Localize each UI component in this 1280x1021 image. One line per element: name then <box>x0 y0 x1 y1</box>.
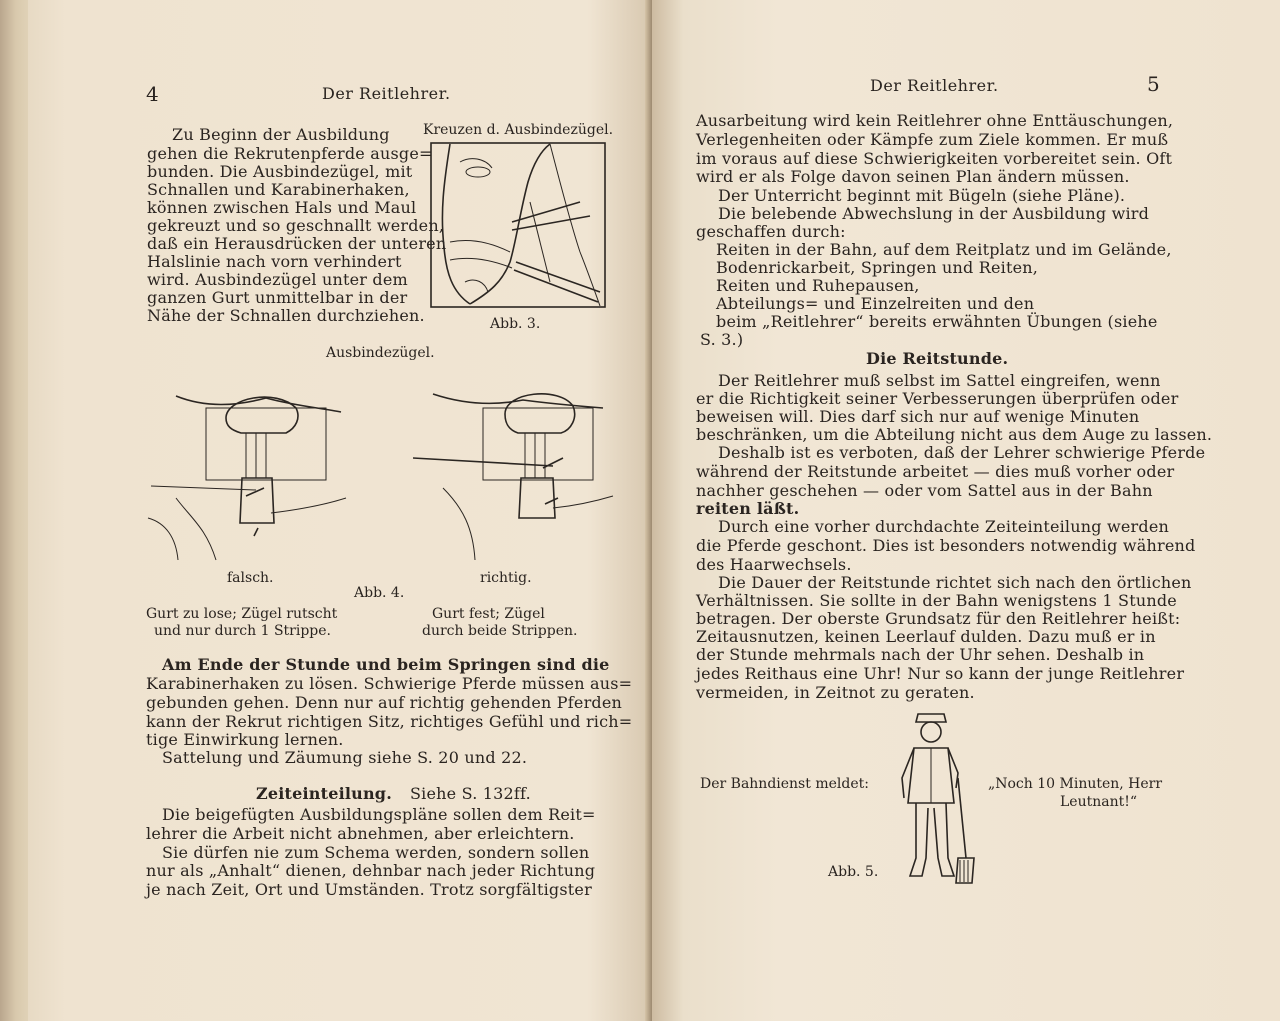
section-heading: Zeiteinteilung. <box>256 784 392 803</box>
text-line: können zwischen Hals und Maul <box>147 198 417 217</box>
text-line: Karabinerhaken zu lösen. Schwierige Pferde müssen aus= <box>146 674 633 693</box>
text-line: Der Reitlehrer muß selbst im Sattel eingreifen, wenn <box>718 371 1161 390</box>
fig4-caption-left-line: und nur durch 1 Strippe. <box>154 623 332 639</box>
text-line: gebunden gehen. Denn nur auf richtig gehenden Pferden <box>146 693 623 712</box>
text-line: Ausarbeitung wird kein Reitlehrer ohne Enttäuschungen, <box>696 111 1174 130</box>
running-head: Der Reitlehrer. <box>870 76 999 95</box>
text-line: Verhältnissen. Sie sollte in der Bahn wenigstens 1 Stunde <box>696 591 1177 610</box>
fig5-left-text: Der Bahndienst meldet: <box>700 776 869 792</box>
fig5-right-text-line: Leutnant!“ <box>1060 794 1138 810</box>
text-line: im voraus auf diese Schwierigkeiten vorbereitet sein. Oft <box>696 149 1173 168</box>
text-line: Sie dürfen nie zum Schema werden, sondern sollen <box>162 843 590 862</box>
text-line: Die beigefügten Ausbildungspläne sollen dem Reit= <box>162 805 596 824</box>
text-line: beschränken, um die Abteilung nicht aus dem Auge zu lassen. <box>696 425 1213 444</box>
text-line: beim „Reitlehrer“ bereits erwähnten Übungen (siehe <box>716 312 1158 331</box>
text-line: Reiten und Ruhepausen, <box>716 276 920 295</box>
running-head: Der Reitlehrer. <box>322 84 451 103</box>
section-heading: Die Reitstunde. <box>866 349 1009 368</box>
text-line: S. 3.) <box>700 330 744 349</box>
text-line: Abteilungs= und Einzelreiten und den <box>716 294 1035 313</box>
text-line: beweisen will. Dies darf sich nur auf wenige Minuten <box>696 407 1140 426</box>
text-line: der Stunde mehrmals nach der Uhr sehen. Deshalb in <box>696 645 1145 664</box>
text-line: Am Ende der Stunde und beim Springen sind die <box>162 655 610 674</box>
fig5-servant-illustration <box>886 708 976 886</box>
text-line: je nach Zeit, Ort und Umständen. Trotz sorgfältigster <box>146 880 592 899</box>
fig3-label: Abb. 3. <box>490 316 541 332</box>
text-line: die Pferde geschont. Dies ist besonders notwendig während <box>696 536 1196 555</box>
text-line: nachher geschehen — oder vom Sattel aus in der Bahn <box>696 481 1153 500</box>
fig4-title: Ausbindezügel. <box>326 345 435 361</box>
text-line: Zeitausnutzen, keinen Leerlauf dulden. Dazu muß er in <box>696 627 1156 646</box>
section-heading-ref: Siehe S. 132ff. <box>410 784 531 803</box>
fig4-label: Abb. 4. <box>354 585 405 601</box>
text-line: Deshalb ist es verboten, daß der Lehrer schwierige Pferde <box>718 443 1206 462</box>
text-line: daß ein Herausdrücken der unteren <box>147 234 447 253</box>
text-line: des Haarwechsels. <box>696 555 852 574</box>
text-line: reiten läßt. <box>696 499 800 518</box>
text-line: Durch eine vorher durchdachte Zeiteinteilung werden <box>718 517 1170 536</box>
text-line: gehen die Rekrutenpferde ausge= <box>147 144 433 163</box>
left-page <box>28 0 650 1021</box>
text-line: vermeiden, in Zeitnot zu geraten. <box>696 683 975 702</box>
fig4-right-illustration <box>413 378 623 563</box>
fig4-caption-right-line: durch beide Strippen. <box>422 623 578 639</box>
text-line: Die belebende Abwechslung in der Ausbildung wird <box>718 204 1150 223</box>
text-line: kann der Rekrut richtigen Sitz, richtiges Gefühl und rich= <box>146 712 633 731</box>
text-line: gekreuzt und so geschnallt werden, <box>147 216 445 235</box>
text-line: Der Unterricht beginnt mit Bügeln (siehe Pläne). <box>718 186 1126 205</box>
fig4-caption-left-line: Gurt zu lose; Zügel rutscht <box>146 606 338 622</box>
fig4-wrong-illustration <box>146 378 356 563</box>
fig5-right-text-line: „Noch 10 Minuten, Herr <box>988 776 1163 792</box>
text-line: bunden. Die Ausbindezügel, mit <box>147 162 413 181</box>
fig3-caption-top: Kreuzen d. Ausbindezügel. <box>423 122 614 138</box>
text-line: Zu Beginn der Ausbildung <box>172 125 390 144</box>
fig4-label-wrong: falsch. <box>227 570 274 586</box>
text-line: Die Dauer der Reitstunde richtet sich nach den örtlichen <box>718 573 1192 592</box>
text-line: Verlegenheiten oder Kämpfe zum Ziele kommen. Er muß <box>696 130 1169 149</box>
text-line: ganzen Gurt unmittelbar in der <box>147 288 408 307</box>
text-line: Nähe der Schnallen durchziehen. <box>147 306 425 325</box>
text-line: Bodenrickarbeit, Springen und Reiten, <box>716 258 1039 277</box>
text-line: wird er als Folge davon seinen Plan ändern müssen. <box>696 167 1130 186</box>
text-line: betragen. Der oberste Grundsatz für den Reitlehrer heißt: <box>696 609 1181 628</box>
text-line: während der Reitstunde arbeitet — dies muß vorher oder <box>696 462 1175 481</box>
text-line: Halslinie nach vorn verhindert <box>147 252 402 271</box>
fig3-horse-head-illustration <box>430 142 606 308</box>
text-line: jedes Reithaus eine Uhr! Nur so kann der junge Reitlehrer <box>696 664 1185 683</box>
right-page <box>652 0 1280 1021</box>
text-line: wird. Ausbindezügel unter dem <box>147 270 408 289</box>
text-line: geschaffen durch: <box>696 222 846 241</box>
text-line: Schnallen und Karabinerhaken, <box>147 180 410 199</box>
fig5-label: Abb. 5. <box>828 864 879 880</box>
text-line: Sattelung und Zäumung siehe S. 20 und 22. <box>162 748 528 767</box>
fig4-caption-right-line: Gurt fest; Zügel <box>432 606 545 622</box>
fig4-label-right: richtig. <box>480 570 532 586</box>
text-line: Reiten in der Bahn, auf dem Reitplatz und im Gelände, <box>716 240 1172 259</box>
text-line: lehrer die Arbeit nicht abnehmen, aber erleichtern. <box>146 824 575 843</box>
text-line: tige Einwirkung lernen. <box>146 730 344 749</box>
page-number: 5 <box>1147 72 1160 96</box>
text-line: er die Richtigkeit seiner Verbesserungen überprüfen oder <box>696 389 1179 408</box>
text-line: nur als „Anhalt“ dienen, dehnbar nach jeder Richtung <box>146 861 596 880</box>
page-number: 4 <box>146 82 159 106</box>
